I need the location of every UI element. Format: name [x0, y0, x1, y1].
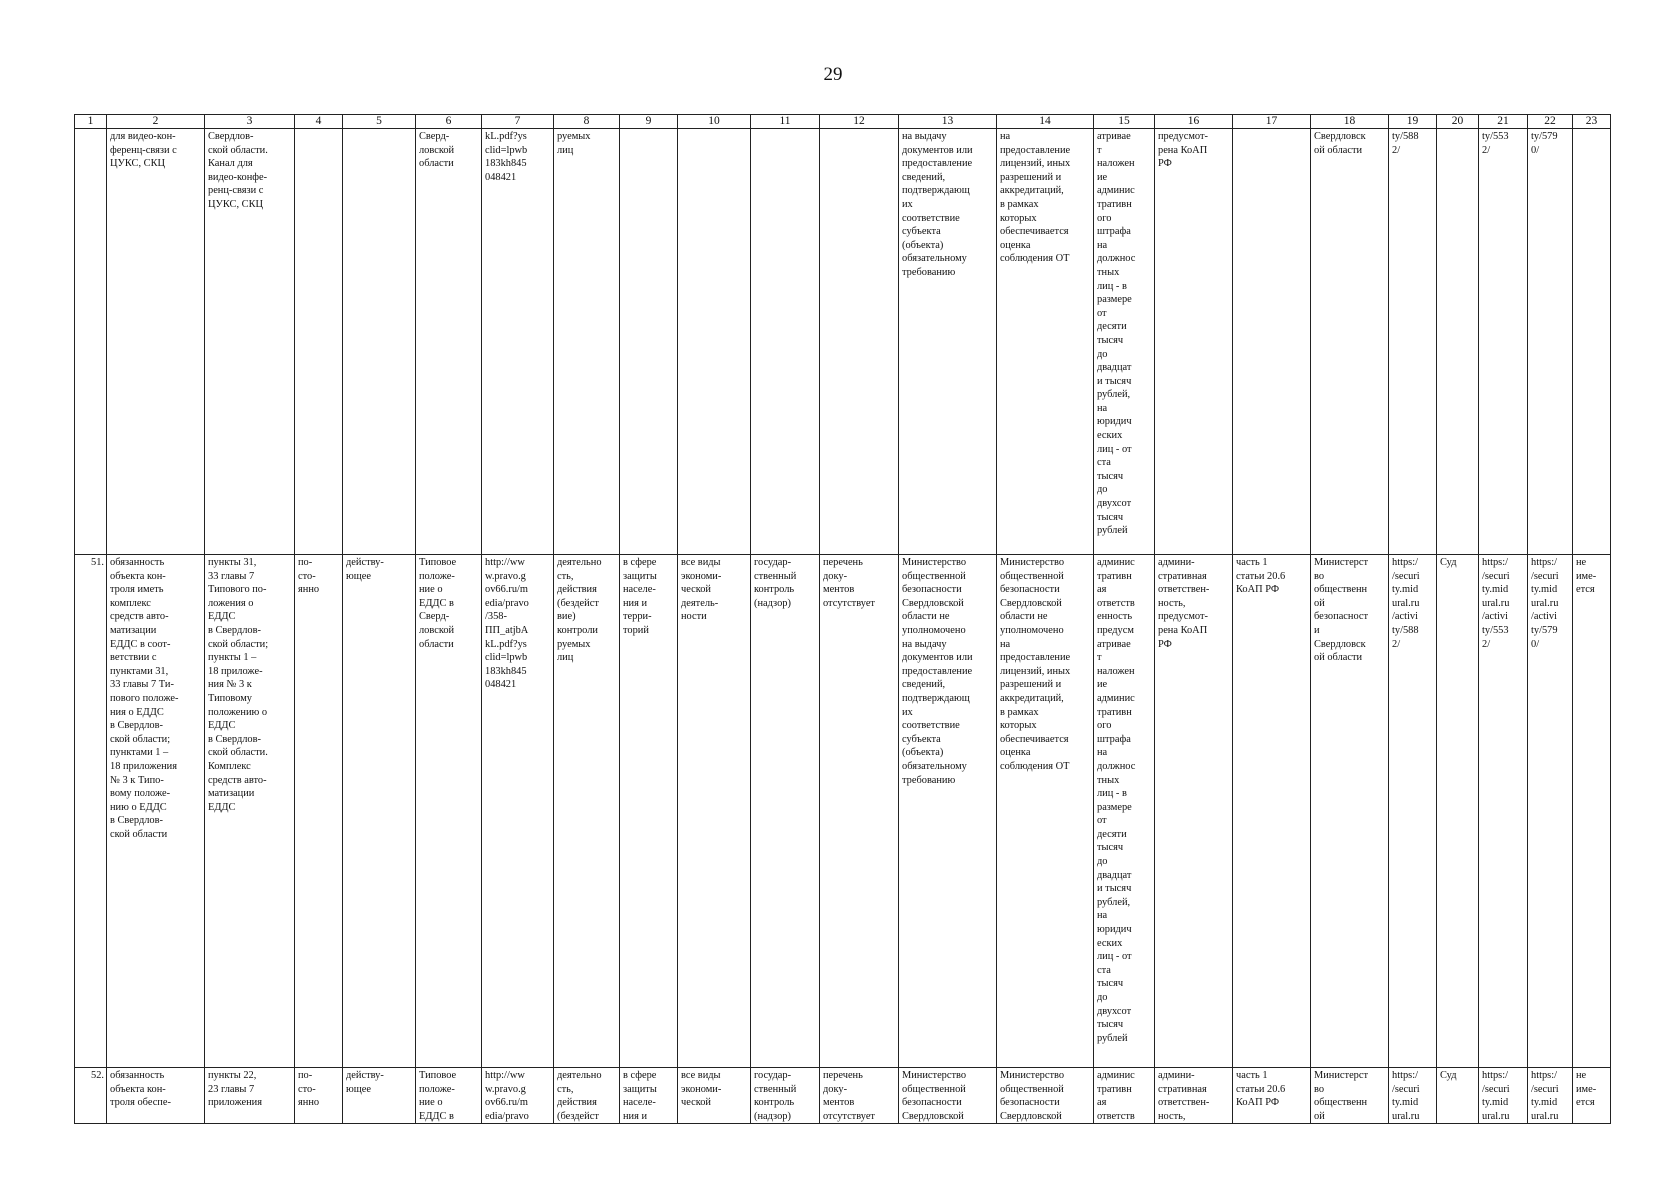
table-cell-col-16: предусмот- рена КоАП РФ [1155, 129, 1233, 555]
table-cell-col-2: для видео-кон- ференц-связи с ЦУКС, СКЦ [107, 129, 205, 555]
table-cell-col-19: https:/ /securi ty.mid ural.ru /activi ty/588 2/ [1389, 555, 1437, 1068]
table-cell-col-20 [1437, 129, 1479, 555]
page-number: 29 [823, 64, 843, 85]
table-cell-col-18: Свердловск ой области [1311, 129, 1389, 555]
table-cell-col-6: Типовое положе- ние о ЕДДС в Сверд- ловской области [416, 555, 482, 1068]
table-cell-col-9: в сфере защиты населе- ния и [620, 1068, 678, 1124]
table-cell-col-4: по- сто- янно [295, 555, 343, 1068]
table-cell-col-6: Типовое положе- ние о ЕДДС в [416, 1068, 482, 1124]
table-cell-col-11 [751, 129, 820, 555]
table-cell-col-14: Министерство общественной безопасности Свердловской [997, 1068, 1094, 1124]
table-cell-col-13: на выдачу документов или предоставление сведений, подтверждающ их соответствие субъекта (объекта) обязательному требованию [899, 129, 997, 555]
table-cell-col-7: http://ww w.pravo.g ov66.ru/m edia/pravo [482, 1068, 554, 1124]
table-cell-col-21: https:/ /securi ty.mid ural.ru /activi ty/553 2/ [1479, 555, 1528, 1068]
table-cell-col-13: Министерство общественной безопасности Свердловской области не уполномочено на выдачу документов или предоставление сведений, подтверждающ их соответствие субъекта (объекта) обязательному требованию [899, 555, 997, 1068]
table-cell-col-8: деятельно сть, действия (бездейст вие) контроли руемых лиц [554, 555, 620, 1068]
table-cell-col-15: админис тративн ая ответств [1094, 1068, 1155, 1124]
column-number-12: 12 [820, 115, 899, 129]
column-number-1: 1 [75, 115, 107, 129]
column-number-15: 15 [1094, 115, 1155, 129]
table-cell-col-14: Министерство общественной безопасности Свердловской области не уполномочено на предоставление лицензий, иных разрешений и аккредитаций, в рамках которых обеспечивается оценка соблюдения ОТ [997, 555, 1094, 1068]
column-number-6: 6 [416, 115, 482, 129]
table-cell-col-8: деятельно сть, действия (бездейст [554, 1068, 620, 1124]
table-cell-col-10 [678, 129, 751, 555]
column-number-14: 14 [997, 115, 1094, 129]
table-cell-col-23: не име- ется [1573, 1068, 1611, 1124]
table-cell-col-22: ty/579 0/ [1528, 129, 1573, 555]
table-cell-col-12: перечень доку- ментов отсутствует [820, 555, 899, 1068]
table-cell-col-9 [620, 129, 678, 555]
table-cell-col-10: все виды экономи- ческой [678, 1068, 751, 1124]
table-row [75, 555, 1611, 1068]
table-cell-col-10: все виды экономи- ческой деятель- ности [678, 555, 751, 1068]
table-cell-col-19: ty/588 2/ [1389, 129, 1437, 555]
table-cell-col-2: обязанность объекта кон- троля обеспе- [107, 1068, 205, 1124]
table-cell-col-18: Министерст во общественн ой [1311, 1068, 1389, 1124]
column-number-row [75, 115, 1611, 129]
column-number-23: 23 [1573, 115, 1611, 129]
column-number-21: 21 [1479, 115, 1528, 129]
table-cell-col-17 [1233, 129, 1311, 555]
table-cell-col-17: часть 1 статьи 20.6 КоАП РФ [1233, 1068, 1311, 1124]
table-cell-col-23 [1573, 129, 1611, 555]
column-number-18: 18 [1311, 115, 1389, 129]
table-cell-col-14: на предоставление лицензий, иных разрешений и аккредитаций, в рамках которых обеспечивается оценка соблюдения ОТ [997, 129, 1094, 555]
table-cell-col-1 [75, 129, 107, 555]
table-cell-col-22: https:/ /securi ty.mid ural.ru [1528, 1068, 1573, 1124]
column-number-10: 10 [678, 115, 751, 129]
column-number-16: 16 [1155, 115, 1233, 129]
table-cell-col-23: не име- ется [1573, 555, 1611, 1068]
table-cell-col-3: Свердлов- ской области. Канал для видео-конфе- ренц-связи с ЦУКС, СКЦ [205, 129, 295, 555]
table-cell-col-4 [295, 129, 343, 555]
table-cell-col-11: государ- ственный контроль (надзор) [751, 1068, 820, 1124]
regulation-table [74, 114, 1611, 1124]
column-number-20: 20 [1437, 115, 1479, 129]
column-number-8: 8 [554, 115, 620, 129]
table-cell-col-7: kL.pdf?ys clid=lpwb 183kh845 048421 [482, 129, 554, 555]
table-cell-col-7: http://ww w.pravo.g ov66.ru/m edia/pravo /358- ПП_atjbA kL.pdf?ys clid=lpwb 183kh845 048421 [482, 555, 554, 1068]
table-row [75, 129, 1611, 555]
table-cell-col-11: государ- ственный контроль (надзор) [751, 555, 820, 1068]
table-cell-col-12 [820, 129, 899, 555]
table-cell-col-15: атривае т наложен ие админис тративн ого штрафа на должнос тных лиц - в размере от десяти тысяч до двадцат и тысяч рублей, на юридич еских лиц - от ста тысяч до двухсот тысяч рублей [1094, 129, 1155, 555]
table-cell-col-16: админи- стративная ответствен- ность, предусмот- рена КоАП РФ [1155, 555, 1233, 1068]
column-number-11: 11 [751, 115, 820, 129]
column-number-3: 3 [205, 115, 295, 129]
table-cell-col-15: админис тративн ая ответств енность предусм атривае т наложен ие админис тративн ого штрафа на должнос тных лиц - в размере от десяти тысяч до двадцат и тысяч рублей, на юридич еских лиц - от ста тысяч до двухсот тысяч рублей [1094, 555, 1155, 1068]
table-cell-col-3: пункты 31, 33 главы 7 Типового по- ложения о ЕДДС в Свердлов- ской области; пункты 1 – 18 приложе- ния № 3 к Типовому положению о ЕДДС в Свердлов- ской области. Комплекс средств авто- матизации ЕДДС [205, 555, 295, 1068]
table-cell-col-9: в сфере защиты населе- ния и терри- торий [620, 555, 678, 1068]
table-cell-col-5 [343, 129, 416, 555]
column-number-7: 7 [482, 115, 554, 129]
column-number-22: 22 [1528, 115, 1573, 129]
column-number-17: 17 [1233, 115, 1311, 129]
table-cell-col-19: https:/ /securi ty.mid ural.ru [1389, 1068, 1437, 1124]
table-cell-col-21: https:/ /securi ty.mid ural.ru [1479, 1068, 1528, 1124]
column-number-9: 9 [620, 115, 678, 129]
table-cell-col-20: Суд [1437, 555, 1479, 1068]
table-cell-col-16: админи- стративная ответствен- ность, [1155, 1068, 1233, 1124]
table-cell-col-3: пункты 22, 23 главы 7 приложения [205, 1068, 295, 1124]
table-cell-col-1: 51. [75, 555, 107, 1068]
table-cell-col-5: действу- ющее [343, 1068, 416, 1124]
table-cell-col-13: Министерство общественной безопасности Свердловской [899, 1068, 997, 1124]
column-number-19: 19 [1389, 115, 1437, 129]
column-number-5: 5 [343, 115, 416, 129]
table-cell-col-12: перечень доку- ментов отсутствует [820, 1068, 899, 1124]
table-cell-col-21: ty/553 2/ [1479, 129, 1528, 555]
table-cell-col-22: https:/ /securi ty.mid ural.ru /activi ty/579 0/ [1528, 555, 1573, 1068]
column-number-2: 2 [107, 115, 205, 129]
table-cell-col-1: 52. [75, 1068, 107, 1124]
table-cell-col-8: руемых лиц [554, 129, 620, 555]
table-cell-col-6: Сверд- ловской области [416, 129, 482, 555]
table-cell-col-17: часть 1 статьи 20.6 КоАП РФ [1233, 555, 1311, 1068]
table-cell-col-20: Суд [1437, 1068, 1479, 1124]
table-row [75, 1068, 1611, 1124]
table-cell-col-5: действу- ющее [343, 555, 416, 1068]
column-number-4: 4 [295, 115, 343, 129]
table-cell-col-18: Министерст во общественн ой безопасност и Свердловск ой области [1311, 555, 1389, 1068]
column-number-13: 13 [899, 115, 997, 129]
table-cell-col-2: обязанность объекта кон- троля иметь комплекс средств авто- матизации ЕДДС в соот- ветствии с пунктами 31, 33 главы 7 Ти- пового положе- ния о ЕДДС в Свердлов- ской области; пунктами 1 – 18 приложения № 3 к Типо- вому положе- нию о ЕДДС в Свердлов- ской области [107, 555, 205, 1068]
table-cell-col-4: по- сто- янно [295, 1068, 343, 1124]
